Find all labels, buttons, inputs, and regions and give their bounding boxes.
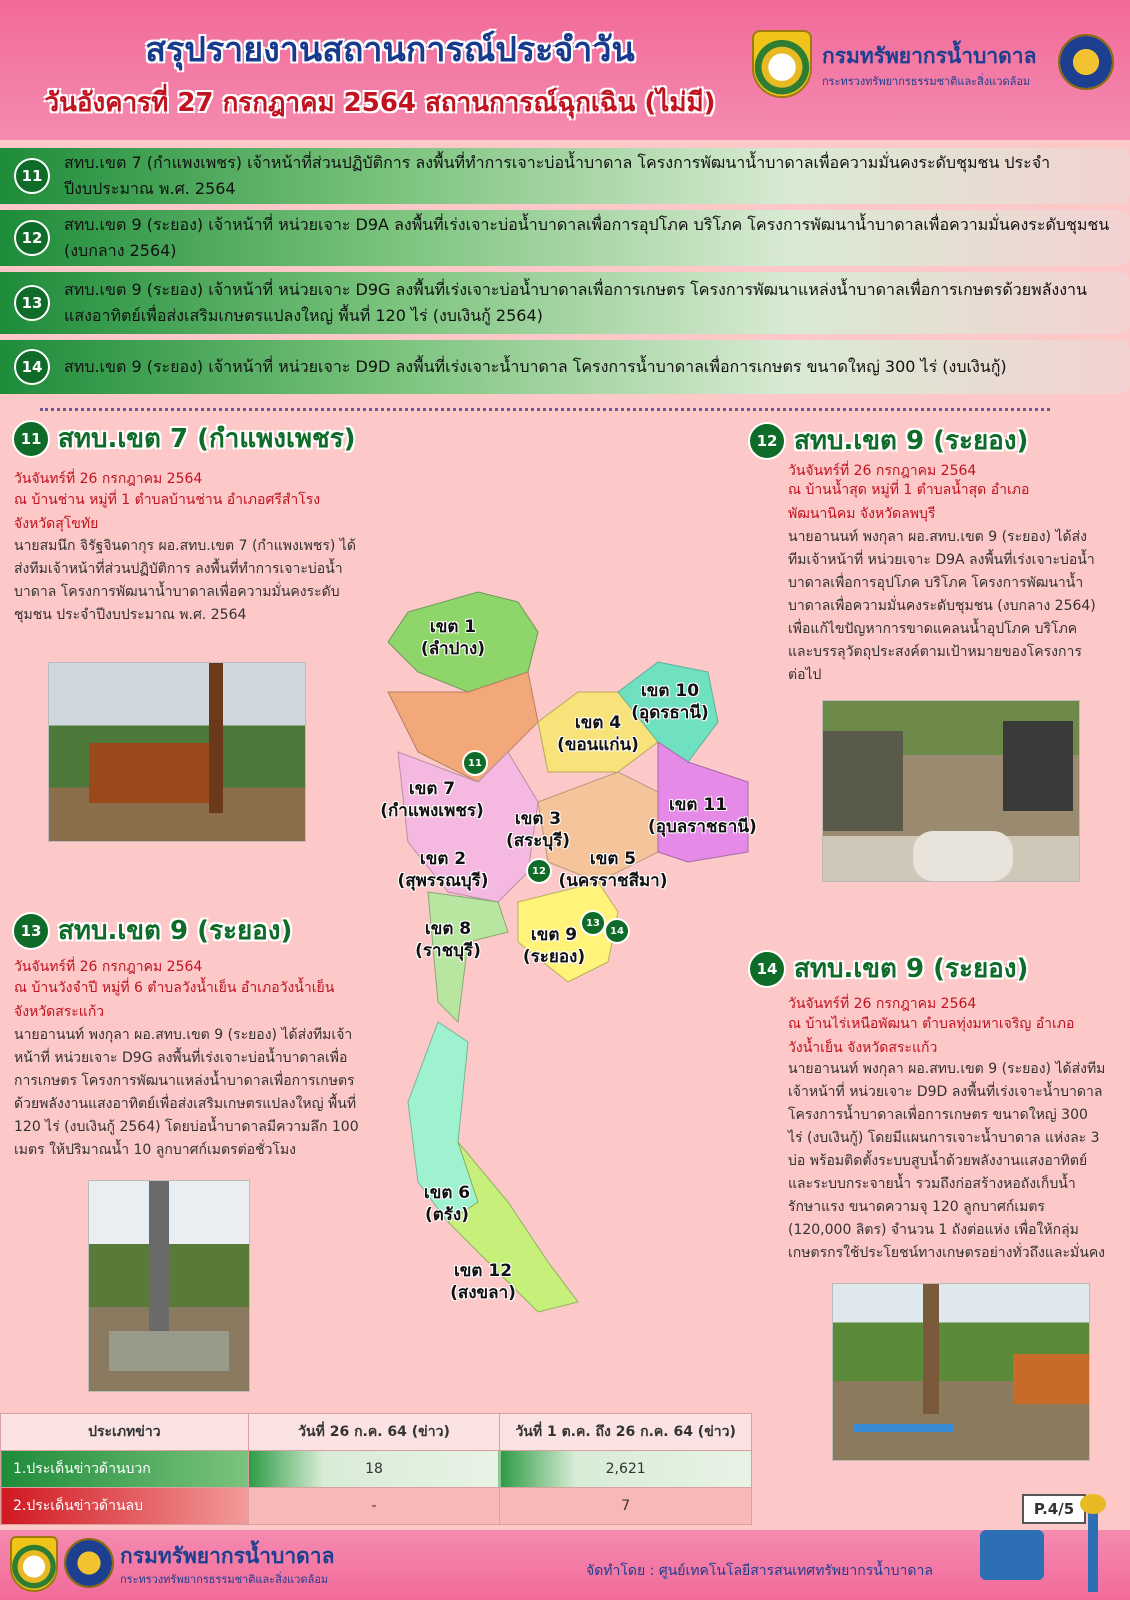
section-divider <box>40 408 1050 411</box>
zone-label-12: เขต 12 (สงขลา) <box>450 1261 516 1303</box>
section-body: นายอานนท์ พงกุลา ผอ.สทบ.เขต 9 (ระยอง) ได้ส่งทีมเจ้าหน้าที่ หน่วยเจาะ D9D ลงพื้นที่เร่งเจาะน้ำบาดาล โครงการน้ำบาดาลเพื่อการเกษตร ขนาดใหญ่ 300 ไร่ (งบเงินกู้) โดยมีแผนการเจาะน้ำบาดาล แห่งละ 3 บ่อ พร้อมติดตั้งระบบสูบน้ำด้วยพลังงานแสงอาทิตย์และระบบกระจายน้ำ รวมถึงก่อสร้างหอถังเก็บน้ำรักษาแรง ขนาดความจุ 120 ลูกบาศก์เมตร (120,000 ลิตร) จำนวน 1 ถังต่อแห่ง เพื่อให้กลุ่มเกษตรกรใช้ประโยชน์ทางเกษตรอย่างทั่วถึงและมั่นคง <box>788 1061 1106 1261</box>
section-location: ณ บ้านวังจำปี หมู่ที่ 6 ตำบลวังน้ำเย็น อำเภอวังน้ำเย็น จังหวัดสระแก้ว <box>14 980 335 1020</box>
map-pin-14: 14 <box>604 918 630 944</box>
table-row-negative <box>1 1488 752 1525</box>
news-bar-14 <box>0 340 1130 394</box>
ministry-seal-icon <box>1058 34 1114 90</box>
news-number-badge: 11 <box>14 158 50 194</box>
drilling-photo-12 <box>822 700 1080 882</box>
section-body: นายสมนึก จิรัฐจินดากุร ผอ.สทบ.เขต 7 (กำแพงเพชร) ได้ส่งทีมเจ้าหน้าที่ส่วนปฏิบัติการ ลงพื้นที่ทำการเจาะบ่อน้ำบาดาล โครงการพัฒนาน้ำบาดาลเพื่อความมั่นคงระดับชุมชน ประจำปีงบประมาณ พ.ศ. 2564 <box>14 538 356 623</box>
table-header-cell: วันที่ 1 ต.ค. ถึง 26 ก.ค. 64 (ข่าว) <box>500 1414 752 1451</box>
drilling-photo-13 <box>88 1180 250 1392</box>
section-body: นายอานนท์ พงกุลา ผอ.สทบ.เขต 9 (ระยอง) ได้ส่งทีมเจ้าหน้าที่ หน่วยเจาะ D9G ลงพื้นที่เร่งเจาะบ่อน้ำบาดาลเพื่อการเกษตร โครงการพัฒนาแหล่งน้ำบาดาลเพื่อการเกษตรด้วยพลังงานแสงอาทิตย์เพื่อส่งเสริมเกษตรแปลงใหญ่ พื้นที่ 120 ไร่ (งบเงินกู้ 2564) โดยบ่อน้ำบาดาลมีความลึก 100 เมตร ให้ปริมาณน้ำ 10 ลูกบาศก์เมตรต่อชั่วโมง <box>14 1027 359 1158</box>
map-pin-11: 11 <box>462 750 488 776</box>
news-bar-12 <box>0 210 1130 266</box>
news-text: สทบ.เขต 9 (ระยอง) เจ้าหน้าที่ หน่วยเจาะ D9D ลงพื้นที่เร่งเจาะน้ำบาดาล โครงการน้ำบาดาลเพื่อการเกษตร ขนาดใหญ่ 300 ไร่ (งบเงินกู้) <box>64 357 1007 376</box>
news-text: สทบ.เขต 7 (กำแพงเพชร) เจ้าหน้าที่ส่วนปฏิบัติการ ลงพื้นที่ทำการเจาะบ่อน้ำบาดาล โครงการพัฒนาน้ำบาดาลเพื่อความมั่นคงระดับชุมชน ประจำปีงบประมาณ พ.ศ. 2564 <box>64 153 1051 198</box>
drilling-truck-icon <box>980 1530 1044 1580</box>
zone-label-3: เขต 3 (สระบุรี) <box>505 809 571 851</box>
section-title: สทบ.เขต 7 (กำแพงเพชร) <box>58 424 356 454</box>
zone-label-8: เขต 8 (ราชบุรี) <box>415 919 481 961</box>
section-location: ณ บ้านช่าน หมู่ที่ 1 ตำบลบ้านช่าน อำเภอศรีสำโรง จังหวัดสุโขทัย <box>14 492 321 532</box>
news-text: สทบ.เขต 9 (ระยอง) เจ้าหน้าที่ หน่วยเจาะ D9A ลงพื้นที่เร่งเจาะบ่อน้ำบาดาลเพื่อการอุปโภค บริโภค โครงการพัฒนาน้ำบาดาลเพื่อความมั่นคงระดับชุมชน (งบกลาง 2564) <box>64 215 1110 260</box>
section-title: สทบ.เขต 9 (ระยอง) <box>794 954 1029 984</box>
page-indicator: P.4/5 <box>1022 1494 1086 1524</box>
section-date: วันจันทร์ที่ 26 กรกฎาคม 2564 <box>788 996 977 1012</box>
zone-label-10: เขต 10 (อุดรธานี) <box>631 681 709 723</box>
footer-org-ministry: กระทรวงทรัพยากรธรรมชาติและสิ่งแวดล้อม <box>120 1573 329 1586</box>
zone-label-6: เขต 6 (ตรัง) <box>423 1183 471 1225</box>
section-location: ณ บ้านน้ำสุด หมู่ที่ 1 ตำบลน้ำสุด อำเภอพัฒนานิคม จังหวัดลพบุรี <box>788 482 1030 522</box>
table-header-cell: ประเภทข่าว <box>1 1414 249 1451</box>
section-number-badge: 11 <box>12 420 50 458</box>
department-crest-icon <box>10 1536 58 1592</box>
news-summary-table <box>0 1413 752 1525</box>
lamp-head-icon <box>1080 1494 1106 1514</box>
news-number-badge: 13 <box>14 285 50 321</box>
news-text: สทบ.เขต 9 (ระยอง) เจ้าหน้าที่ หน่วยเจาะ D9G ลงพื้นที่เร่งเจาะบ่อน้ำบาดาลเพื่อการเกษตร โครงการพัฒนาแหล่งน้ำบาดาลเพื่อการเกษตรด้วยพลังงานแสงอาทิตย์เพื่อส่งเสริมเกษตรแปลงใหญ่ พื้นที่ 120 ไร่ (งบเงินกู้ 2564) <box>64 280 1087 325</box>
news-number-badge: 12 <box>14 220 50 256</box>
map-pin-12: 12 <box>526 858 552 884</box>
news-bar-13 <box>0 272 1130 334</box>
org-ministry: กระทรวงทรัพยากรธรรมชาติและสิ่งแวดล้อม <box>822 75 1031 88</box>
news-number-badge: 14 <box>14 349 50 385</box>
zone-label-9: เขต 9 (ระยอง) <box>522 925 586 967</box>
zone-label-5: เขต 5 (นครราชสีมา) <box>558 849 668 891</box>
section-number-badge: 13 <box>12 912 50 950</box>
row-day-count: - <box>248 1488 500 1525</box>
page-title: สรุปรายงานสถานการณ์ประจำวัน <box>145 30 635 70</box>
section-body: นายอานนท์ พงกุลา ผอ.สทบ.เขต 9 (ระยอง) ได้ส่งทีมเจ้าหน้าที่ หน่วยเจาะ D9A ลงพื้นที่เร่งเจาะบ่อน้ำบาดาลเพื่อการอุปโภค บริโภค โครงการพัฒนาน้ำบาดาลเพื่อความมั่นคงระดับชุมชน (งบกลาง 2564) เพื่อแก้ไขปัญหาการขาดแคลนน้ำอุปโภค บริโภค และบรรลุวัตถุประสงค์ตามเป้าหมายของโครงการต่อไป <box>788 529 1096 683</box>
org-name: กรมทรัพยากรน้ำบาดาล <box>822 44 1037 68</box>
row-total-count: 7 <box>500 1488 752 1525</box>
section-date: วันจันทร์ที่ 26 กรกฎาคม 2564 <box>14 471 203 487</box>
section-location: ณ บ้านไร่เหนือพัฒนา ตำบลทุ่งมหาเจริญ อำเภอวังน้ำเย็น จังหวัดสระแก้ว <box>788 1016 1075 1056</box>
row-label: 1.ประเด็นข่าวด้านบวก <box>1 1451 249 1488</box>
footer-credit: จัดทำโดย : ศูนย์เทคโนโลยีสารสนเทศทรัพยากรน้ำบาดาล <box>586 1563 933 1579</box>
section-number-badge: 14 <box>748 950 786 988</box>
section-date: วันจันทร์ที่ 26 กรกฎาคม 2564 <box>788 463 977 479</box>
zone-label-1: เขต 1 (ลำปาง) <box>420 617 486 659</box>
section-number-badge: 12 <box>748 422 786 460</box>
section-14-header <box>748 948 1028 989</box>
map-pin-13: 13 <box>580 910 606 936</box>
footer-org-name: กรมทรัพยากรน้ำบาดาล <box>120 1544 335 1568</box>
section-11-header <box>12 418 355 459</box>
section-13-header <box>12 910 292 951</box>
table-row-positive <box>1 1451 752 1488</box>
section-title: สทบ.เขต 9 (ระยอง) <box>58 916 293 946</box>
section-12-header <box>748 420 1028 461</box>
drilling-photo-14 <box>832 1283 1090 1461</box>
row-day-count: 18 <box>248 1451 500 1488</box>
ministry-seal-icon <box>64 1538 114 1588</box>
zone-label-2: เขต 2 (สุพรรณบุรี) <box>397 849 489 891</box>
news-bar-11 <box>0 148 1130 204</box>
zone-label-4: เขต 4 (ขอนแก่น) <box>557 713 639 755</box>
zone-label-11: เขต 11 (อุบลราชธานี) <box>648 795 757 837</box>
section-date: วันจันทร์ที่ 26 กรกฎาคม 2564 <box>14 959 203 975</box>
row-total-count: 2,621 <box>500 1451 752 1488</box>
page-subtitle: วันอังคารที่ 27 กรกฎาคม 2564 สถานการณ์ฉุกเฉิน (ไม่มี) <box>44 88 716 118</box>
table-header-cell: วันที่ 26 ก.ค. 64 (ข่าว) <box>248 1414 500 1451</box>
section-title: สทบ.เขต 9 (ระยอง) <box>794 426 1029 456</box>
row-label: 2.ประเด็นข่าวด้านลบ <box>1 1488 249 1525</box>
drilling-photo-11 <box>48 662 306 842</box>
thailand-zone-map <box>358 582 778 1342</box>
department-crest-icon <box>752 30 812 98</box>
zone-label-7: เขต 7 (กำแพงเพชร) <box>380 779 484 821</box>
table-header-row <box>1 1414 752 1451</box>
